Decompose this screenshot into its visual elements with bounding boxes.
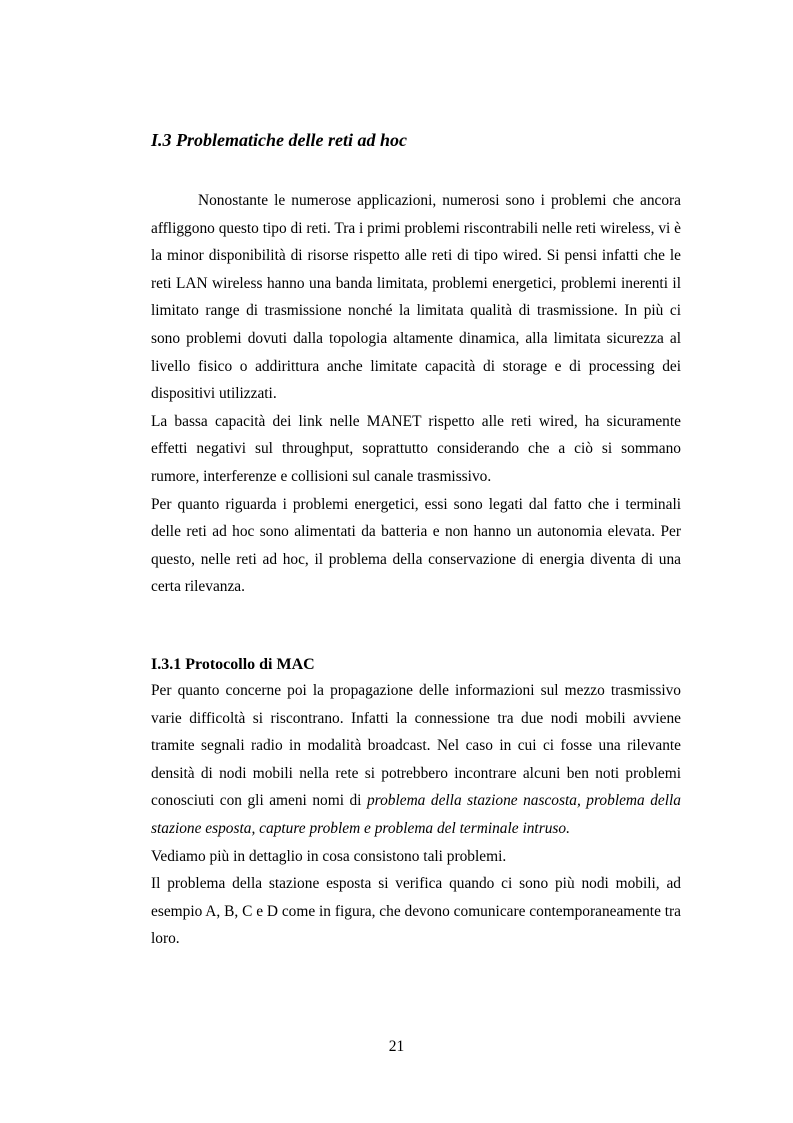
subsection-body	[151, 677, 681, 953]
paragraph-1: Nonostante le numerose applicazioni, numerosi sono i problemi che ancora affliggono questo tipo di reti. Tra i primi problemi riscontrabili nelle reti wireless, vi è la minor disponibilità di risorse rispetto alle reti di tipo wired. Si pensi infatti che le reti LAN wireless hanno una banda limitata, problemi energetici, problemi inerenti il limitato range di trasmissione nonché la limitata qualità di trasmissione. In più ci sono problemi dovuti dalla topologia altamente dinamica, alla limitata sicurezza al livello fisico o addirittura anche limitate capacità di storage e di processing dei dispositivi utilizzati.	[151, 192, 681, 403]
paragraph-3: Per quanto riguarda i problemi energetici, essi sono legati dal fatto che i terminali delle reti ad hoc sono alimentati da batteria e non hanno un autonomia elevata. Per questo, nelle reti ad hoc, il problema della conservazione di energia diventa di una certa rilevanza.	[151, 495, 681, 596]
subsection-title: I.3.1 Protocollo di MAC	[151, 656, 315, 673]
subsection-paragraph-3: Il problema della stazione esposta si verifica quando ci sono più nodi mobili, ad esempio A, B, C e D come in figura, che devono comunicare contemporaneamente tra loro.	[151, 875, 681, 948]
section-title: I.3 Problematiche delle reti ad hoc	[151, 130, 407, 150]
page-number: 21	[388, 1038, 405, 1055]
section-body	[151, 187, 681, 601]
problem-names-italic: problema della stazione nascosta, problema della stazione esposta, capture problem e problema del terminale intruso.	[151, 792, 682, 837]
paragraph-2: La bassa capacità dei link nelle MANET rispetto alle reti wired, ha sicuramente effetti negativi sul throughput, soprattutto considerando che a ciò si sommano rumore, interferenze e collisioni sul canale trasmissivo.	[151, 412, 681, 485]
subsection-paragraph-1-text: Per quanto concerne poi la propagazione delle informazioni sul mezzo trasmissivo varie difficoltà si riscontrano. Infatti la connessione tra due nodi mobili avviene tramite segnali radio in modalità broadcast. Nel caso in cui ci fosse una rilevante densità di nodi mobili nella rete si potrebbero incontrare alcuni ben noti problemi conosciuti con gli ameni nomi di	[151, 682, 681, 810]
subsection-paragraph-1	[151, 677, 681, 843]
subsection-paragraph-2: Vediamo più in dettaglio in cosa consistono tali problemi.	[151, 847, 507, 865]
